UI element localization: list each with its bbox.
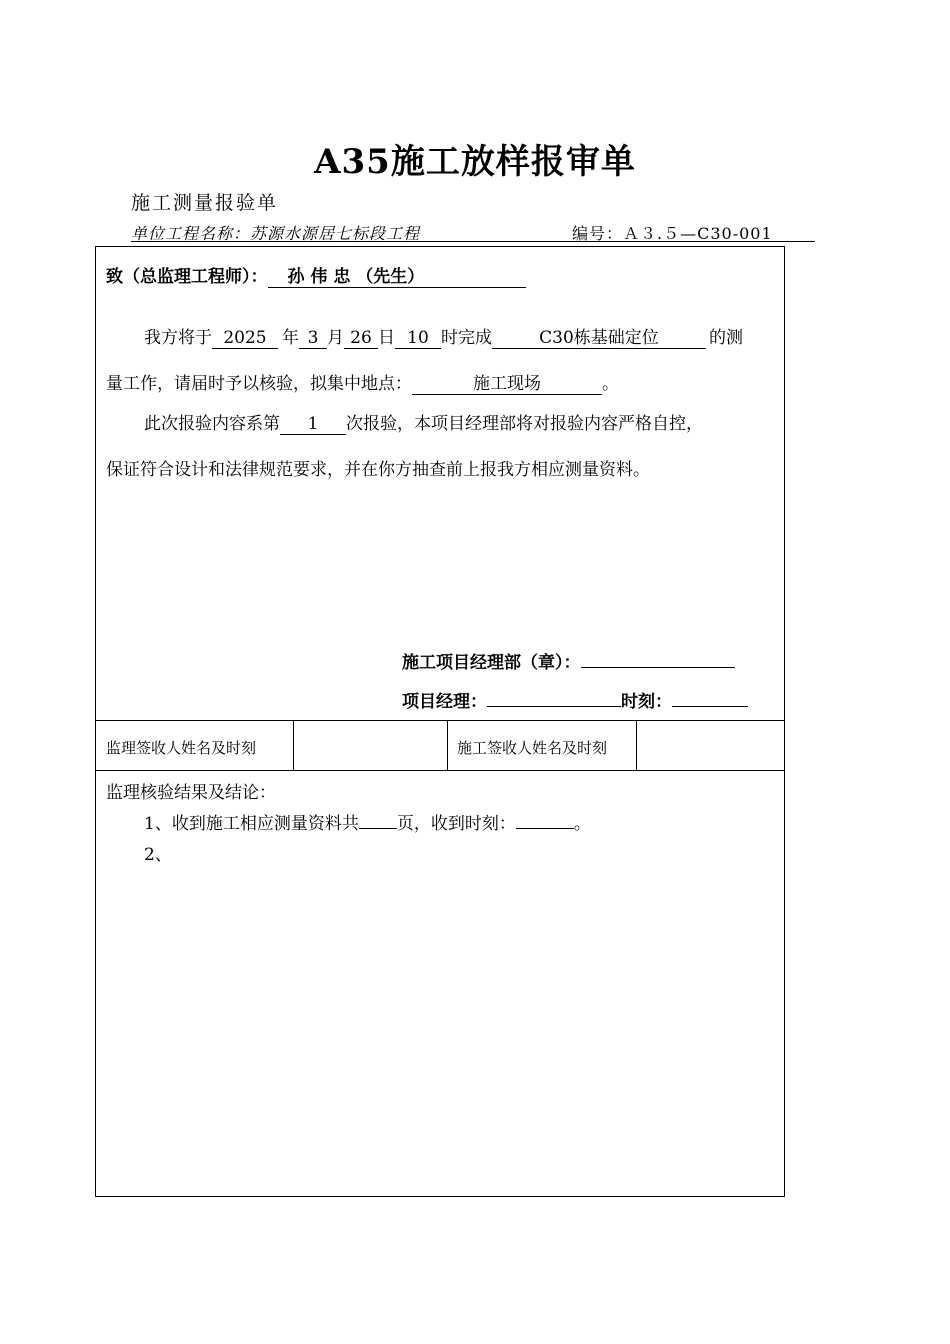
result-item-1 [144, 808, 591, 834]
time-label: 时刻： [621, 692, 672, 712]
project-line [131, 221, 815, 242]
body-text: 量工作，请届时予以核验，拟集中地点： [106, 374, 412, 394]
body-line-4 [106, 455, 650, 480]
divider-col-1 [293, 720, 294, 771]
constructor-receipt-label: 施工签收人姓名及时刻 [457, 739, 608, 757]
body-text: 年 [282, 328, 299, 348]
body-text: 月 [327, 328, 344, 348]
signature-manager-line [402, 686, 748, 712]
addressee-prefix: 致（总监理工程师）： [106, 267, 268, 287]
body-text: 保证符合设计和法律规范要求，并在你方抽查前上报我方相应测量资料。 [106, 460, 650, 480]
body-text: 此次报验内容系第 [144, 414, 280, 434]
supervisor-receipt-label: 监理签收人姓名及时刻 [106, 739, 257, 757]
result-text: 页，收到时刻： [396, 814, 516, 834]
location-value: 施工现场 [412, 374, 602, 395]
addressee-line [106, 262, 526, 288]
body-text: 我方将于 [144, 328, 212, 348]
addressee-name: 孙 伟 忠 （先生） [268, 267, 526, 288]
work-item-value: C30栋基础定位 [492, 328, 706, 349]
manager-label: 项目经理： [402, 692, 487, 712]
body-text: 日 [378, 328, 395, 348]
document-subtitle: 施工测量报验单 [131, 192, 279, 214]
body-line-1 [144, 323, 743, 349]
body-line-3 [144, 409, 703, 435]
body-text: 的测 [709, 328, 743, 348]
body-text: 。 [602, 374, 619, 394]
body-line-2 [106, 369, 619, 395]
result-heading: 监理核验结果及结论： [106, 783, 276, 803]
dept-seal-field [581, 647, 735, 668]
document-title: A35施工放样报审单 [314, 142, 636, 182]
year-value: 2025 [212, 328, 278, 349]
page-count-field [359, 808, 397, 829]
document-code: 编号：Ａ３.５—C30-001 [572, 224, 773, 243]
inspection-count-value: 1 [280, 414, 346, 435]
body-text: 次报验，本项目经理部将对报验内容严格自控， [346, 414, 703, 434]
divider-col-3 [636, 720, 637, 771]
day-value: 26 [344, 328, 378, 349]
result-text: 1、收到施工相应测量资料共 [144, 814, 359, 834]
month-value: 3 [299, 328, 327, 349]
hour-value: 10 [395, 328, 441, 349]
manager-name-field [487, 686, 621, 707]
result-text: 。 [573, 814, 591, 834]
divider-receipt-top [95, 720, 785, 721]
receive-time-field [516, 808, 574, 829]
signature-dept-line [402, 647, 735, 673]
divider-col-2 [447, 720, 448, 771]
dept-label: 施工项目经理部（章）： [402, 653, 581, 673]
result-item-2: 2、 [144, 845, 172, 865]
divider-receipt-bottom [95, 770, 785, 771]
project-name: 单位工程名称：苏源水源居七标段工程 [131, 224, 421, 243]
body-text: 时完成 [441, 328, 492, 348]
sign-time-field [672, 686, 748, 707]
